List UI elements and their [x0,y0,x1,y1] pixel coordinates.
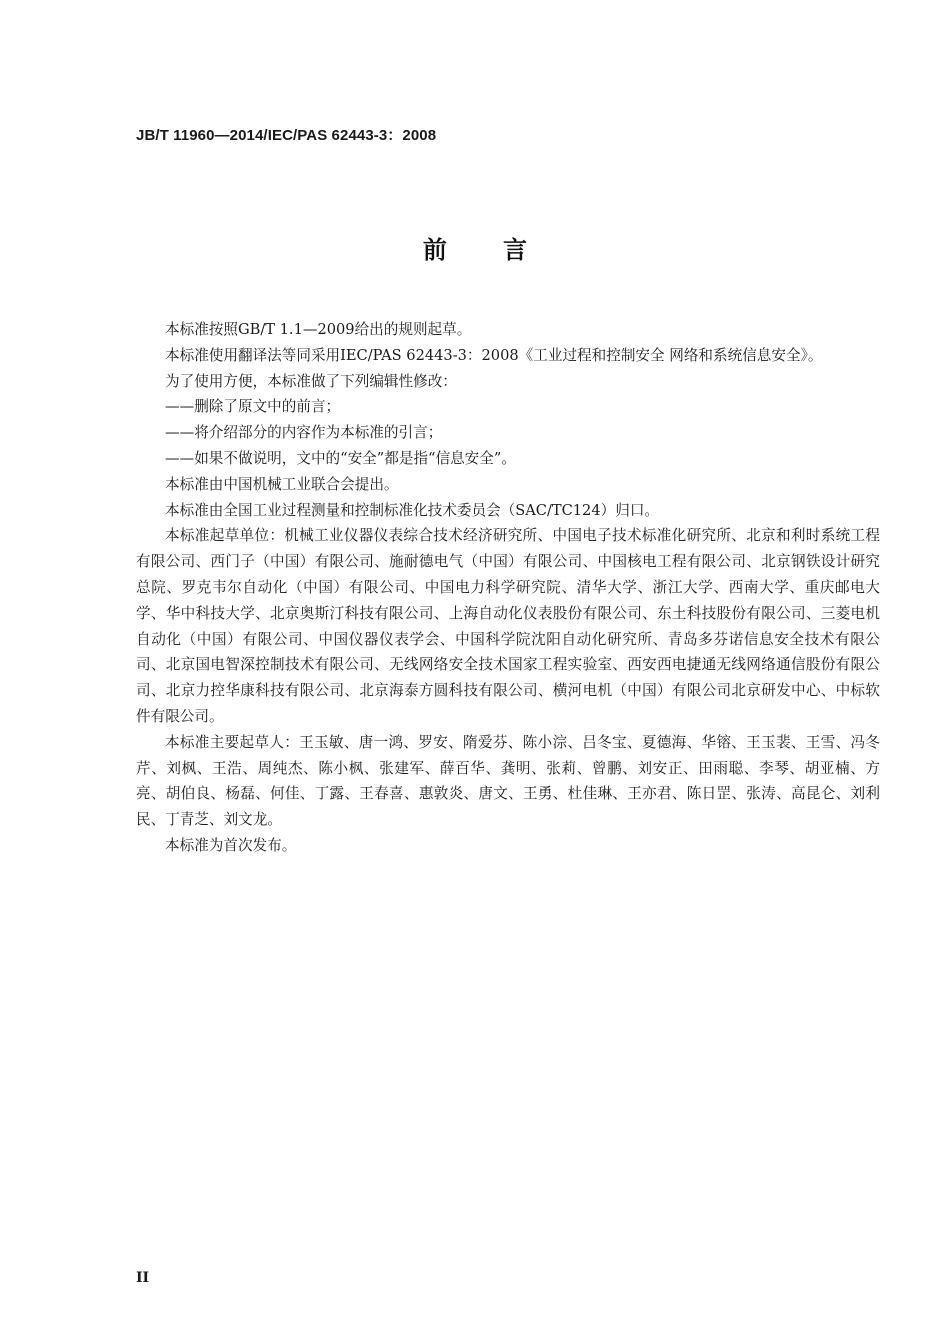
title-char-1: 前 [422,236,447,264]
paragraph-drafting-units: 本标准起草单位：机械工业仪器仪表综合技术经济研究所、中国电子技术标准化研究所、北京和利时系统工程有限公司、西门子（中国）有限公司、施耐德电气（中国）有限公司、中国核电工程有限公司、北京钢铁设计研究总院、罗克韦尔自动化（中国）有限公司、中国电力科学研究院、清华大学、浙江大学、西南大学、重庆邮电大学、华中科技大学、北京奥斯汀科技有限公司、上海自动化仪表股份有限公司、东土科技股份有限公司、三菱电机自动化（中国）有限公司、中国仪器仪表学会、中国科学院沈阳自动化研究所、青岛多芬诺信息安全技术有限公司、北京国电智深控制技术有限公司、无线网络安全技术国家工程实验室、西安西电捷通无线网络通信股份有限公司、北京力控华康科技有限公司、北京海泰方圆科技有限公司、横河电机（中国）有限公司北京研发中心、中标软件有限公司。 [136,527,880,725]
list-item-edit-3: ——如果不做说明，文中的“安全”都是指“信息安全”。 [165,449,516,467]
paragraph-adoption: 本标准使用翻译法等同采用IEC/PAS 62443-3：2008《工业过程和控制安全 网络和系统信息安全》。 [165,346,823,364]
document-code-header: JB/T 11960—2014/IEC/PAS 62443-3：2008 [136,127,437,144]
page-number: II [136,1270,150,1286]
paragraph-first-release: 本标准为首次发布。 [165,836,297,854]
list-item-edit-2: ——将介绍部分的内容作为本标准的引言； [165,424,443,442]
paragraph-editorial-intro: 为了使用方便，本标准做了下列编辑性修改： [165,372,457,390]
page-title [0,230,950,265]
list-item-edit-1: ——删除了原文中的前言； [165,398,341,416]
paragraph-under-jurisdiction: 本标准由全国工业过程测量和控制标准化技术委员会（SAC/TC124）归口。 [165,501,660,519]
paragraph-proposed-by: 本标准由中国机械工业联合会提出。 [165,475,399,493]
paragraph-drafting-rules: 本标准按照GB/T 1.1—2009给出的规则起草。 [165,321,472,338]
title-char-2: 言 [503,236,528,264]
paragraph-main-drafters: 本标准主要起草人：王玉敏、唐一鸿、罗安、隋爱芬、陈小淙、吕冬宝、夏德海、华镕、王玉裴、王雪、冯冬芹、刘枫、王浩、周纯杰、陈小枫、张建军、薛百华、龚明、张莉、曾鹏、刘安正、田雨聪、李琴、胡亚楠、方亮、胡伯良、杨磊、何佳、丁露、王春喜、惠敦炎、唐文、王勇、杜佳琳、王亦君、陈日罡、张涛、高昆仑、刘利民、丁青芝、刘文龙。 [136,733,880,829]
foreword-body [136,317,880,859]
